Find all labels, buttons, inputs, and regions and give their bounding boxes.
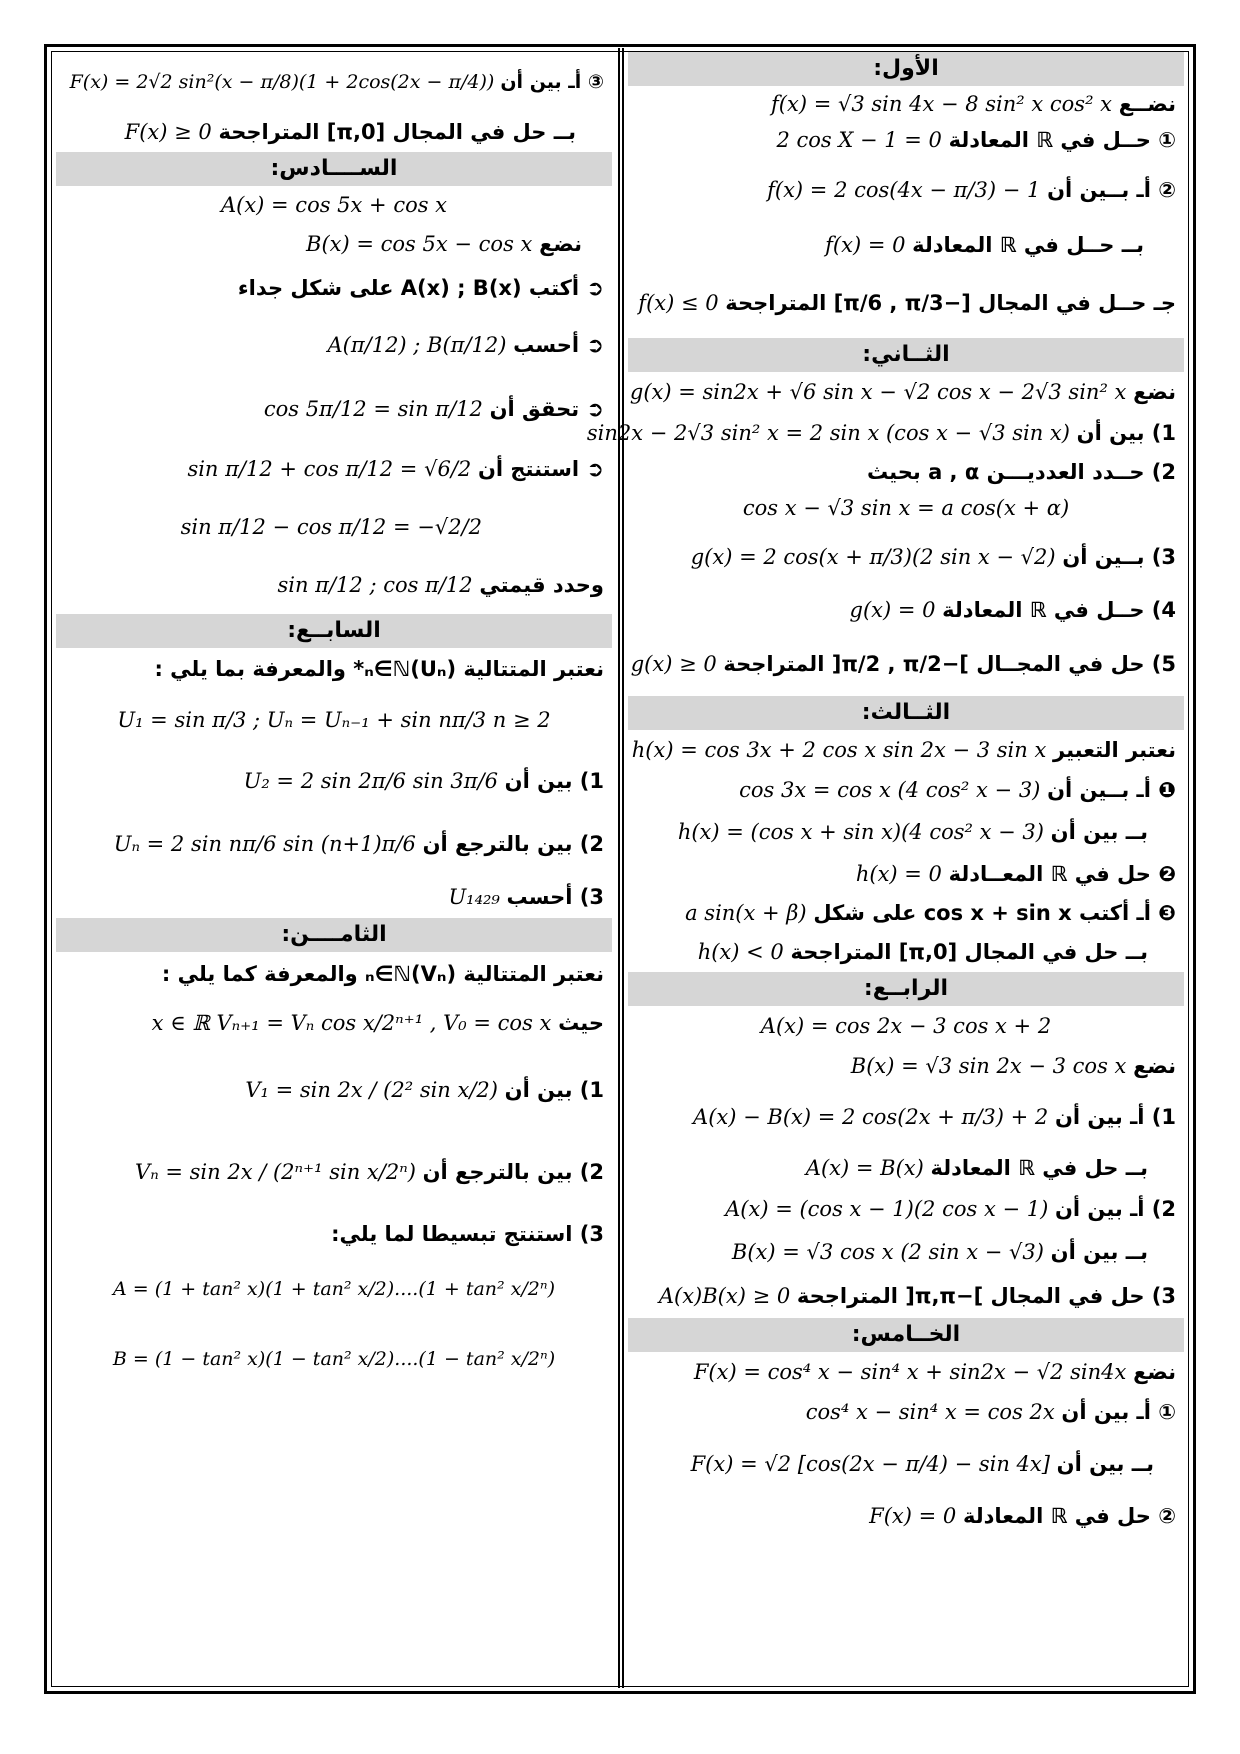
section-header-first: الأول: [628, 52, 1184, 86]
list-item: نعتبر التعبير h(x) = cos 3x + 2 cos x sin 2x − 3 sin x [631, 738, 1176, 762]
list-item: 3) بــين أن g(x) = 2 cos(x + π/3)(2 sin x − √2) [690, 545, 1176, 569]
list-item: ② حل في ℝ المعادلة F(x) = 0 [869, 1504, 1176, 1528]
list-item: نعتبر المتتالية (Uₙ)ₙ∈ℕ* والمعرفة بما يلي : [154, 657, 604, 681]
list-item: نضع g(x) = sin2x + √6 sin x − √2 cos x − 2√3 sin² x [629, 380, 1176, 404]
left-column [56, 52, 612, 1394]
list-item: cos x − √3 sin x = a cos(x + α) [742, 496, 1070, 520]
list-item: بــ حل في المجال [0,π] المتراجحة F(x) ≥ 0 [124, 120, 576, 144]
list-item: نضع B(x) = √3 sin 2x − 3 cos x [850, 1054, 1176, 1078]
list-item: ❸ أـ أكتب cos x + sin x على شكل a sin(x + β) [685, 901, 1176, 925]
list-item: ① أـ بين أن cos⁴ x − sin⁴ x = cos 2x [805, 1400, 1176, 1424]
list-item: نضــع f(x) = √3 sin 4x − 8 sin² x cos² x [771, 92, 1176, 116]
column-divider [618, 48, 624, 1688]
list-item: A = (1 + tan² x)(1 + tan² x/2)....(1 + tan² x/2ⁿ) [112, 1278, 555, 1300]
list-item: A(x) = cos 5x + cos x [220, 193, 448, 217]
list-item: 2) بين بالترجع أن Vₙ = sin 2x / (2ⁿ⁺¹ sin x/2ⁿ) [135, 1160, 604, 1184]
list-item: بــ حــل في ℝ المعادلة f(x) = 0 [825, 233, 1144, 257]
list-item: ② أـ بــين أن f(x) = 2 cos(4x − π/3) − 1 [767, 178, 1176, 202]
list-item: بــ بين أن F(x) = √2 [cos(2x − π/4) − sin 4x] [690, 1452, 1154, 1476]
list-item: ① حــل في ℝ المعادلة 2 cos X − 1 = 0 [776, 128, 1176, 152]
list-item: ❷ حل في ℝ المعــادلة h(x) = 0 [855, 862, 1176, 886]
section-header-third: الثــالث: [628, 696, 1184, 730]
list-item: ➲ أحسب A(π/12) ; B(π/12) [327, 333, 604, 357]
list-item: بــ بين أن h(x) = (cos x + sin x)(4 cos² x − 3) [677, 820, 1148, 844]
list-item: 1) بين أن U₂ = 2 sin 2π/6 sin 3π/6 [243, 769, 604, 793]
list-item: 2) بين بالترجع أن Uₙ = 2 sin nπ/6 sin (n+1)π/6 [113, 832, 604, 856]
list-item: ➲ تحقق أن cos 5π/12 = sin π/12 [263, 397, 604, 421]
list-item: 3) استنتج تبسيطا لما يلي: [331, 1222, 604, 1246]
list-item: 4) حــل في ℝ المعادلة g(x) = 0 [849, 598, 1176, 622]
section-header-fourth: الرابــع: [628, 972, 1184, 1006]
list-item: 2) حــدد العدديـــن a , α بحيث [866, 460, 1176, 484]
section-header-sixth: الســــادس: [56, 152, 612, 186]
list-item: نعتبر المتتالية (Vₙ)ₙ∈ℕ والمعرفة كما يلي : [161, 962, 604, 986]
list-item: 1) بين أن V₁ = sin 2x / (2² sin x/2) [245, 1078, 604, 1102]
list-item: 3) أحسب U₁₄₂₉ [448, 885, 604, 909]
list-item: 3) حل في المجال ]−π,π[ المتراجحة A(x)B(x) ≥ 0 [658, 1284, 1176, 1308]
list-item: sin π/12 − cos π/12 = −√2/2 [180, 515, 482, 539]
list-item: ③ أـ بين أن F(x) = 2√2 sin²(x − π/8)(1 + 2cos(2x − π/4)) [69, 71, 604, 93]
list-item: وحدد قيمتي sin π/12 ; cos π/12 [277, 573, 604, 597]
section-header-seventh: السابــع: [56, 614, 612, 648]
list-item: بــ حل في ℝ المعادلة A(x) = B(x) [805, 1156, 1148, 1180]
list-item: ❶ أـ بــين أن cos 3x = cos x (4 cos² x − 3) [739, 778, 1176, 802]
list-item: B = (1 − tan² x)(1 − tan² x/2)....(1 − tan² x/2ⁿ) [112, 1348, 556, 1370]
list-item: 5) حل في المجــال ]−π/2 , π/2[ المتراجحة g(x) ≥ 0 [630, 652, 1176, 676]
list-item: A(x) = cos 2x − 3 cos x + 2 [760, 1014, 1052, 1038]
list-item: حيث x ∈ ℝ Vₙ₊₁ = Vₙ cos x/2ⁿ⁺¹ , V₀ = cos x [151, 1011, 604, 1035]
list-item: ➲ أكتب A(x) ; B(x) على شكل جداء [237, 276, 604, 300]
list-item: 1) بين أن sin2x − 2√3 sin² x = 2 sin x (cos x − √3 sin x) [586, 421, 1176, 445]
right-column [586, 52, 1184, 1536]
list-item: بــ حل في المجال [0,π] المتراجحة h(x) < 0 [697, 940, 1148, 964]
list-item: بــ بين أن B(x) = √3 cos x (2 sin x − √3) [731, 1240, 1148, 1264]
list-item: نضع F(x) = cos⁴ x − sin⁴ x + sin2x − √2 sin4x [693, 1360, 1176, 1384]
list-item: U₁ = sin π/3 ; Uₙ = Uₙ₋₁ + sin nπ/3 n ≥ 2 [117, 708, 551, 732]
section-header-eighth: الثامــــن: [56, 918, 612, 952]
list-item: 1) أـ بين أن A(x) − B(x) = 2 cos(2x + π/3) + 2 [693, 1105, 1176, 1129]
list-item: ➲ استنتج أن sin π/12 + cos π/12 = √6/2 [187, 457, 604, 481]
list-item: نضع B(x) = cos 5x − cos x [306, 232, 582, 256]
section-header-fifth: الخــامس: [628, 1318, 1184, 1352]
list-item: جـ حــل في المجال [−π/6 , π/3] المتراجحة f(x) ≤ 0 [638, 291, 1176, 315]
list-item: 2) أـ بين أن A(x) = (cos x − 1)(2 cos x − 1) [725, 1197, 1176, 1221]
section-header-second: الثــاني: [628, 338, 1184, 372]
